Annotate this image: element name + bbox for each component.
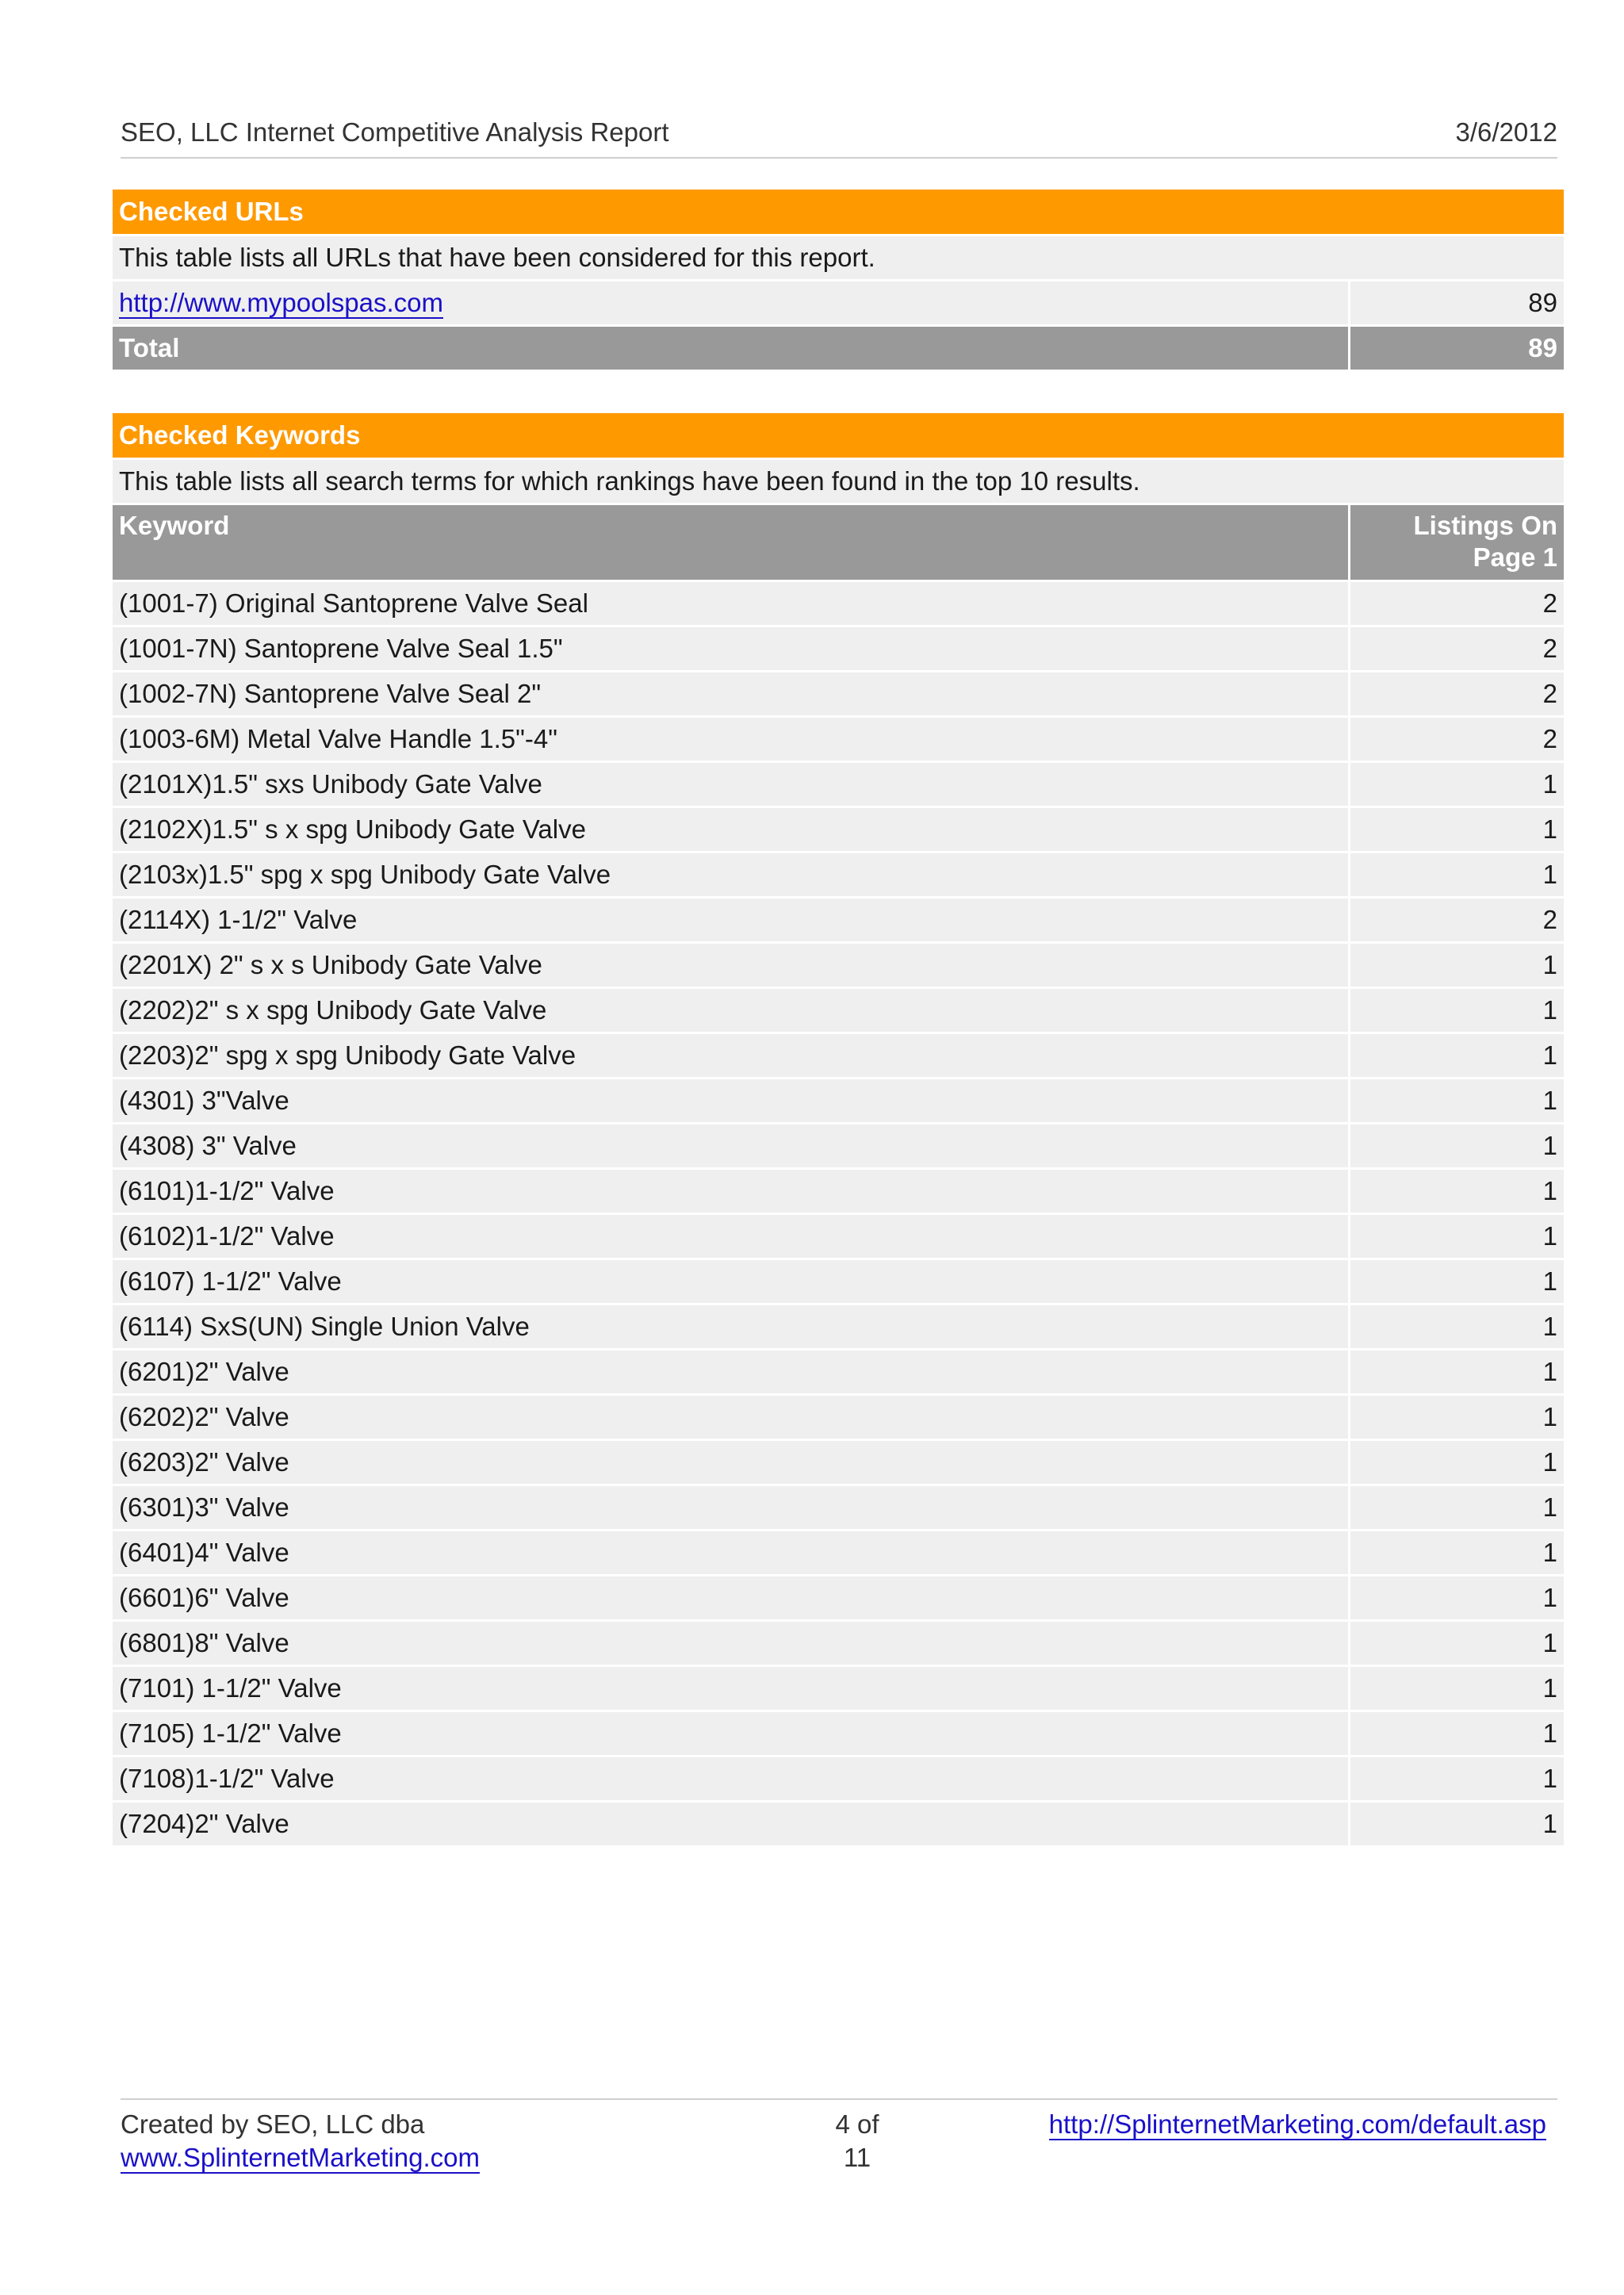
checked-keywords-description-row [113,460,1564,503]
keyword-row [113,808,1564,851]
listings-cell: 1 [1348,1441,1564,1484]
url-link[interactable]: http://www.mypoolspas.com [119,288,443,317]
keyword-cell: (2102X)1.5" s x spg Unibody Gate Valve [113,808,1348,851]
column-header-listings-line1: Listings On [1413,511,1558,540]
listings-cell: 1 [1348,1667,1564,1710]
keyword-cell: (6201)2" Valve [113,1351,1348,1393]
listings-cell: 1 [1348,1531,1564,1574]
keyword-cell: (1001-7) Original Santoprene Valve Seal [113,582,1348,625]
column-header-listings [1348,505,1564,580]
keyword-row [113,944,1564,987]
keyword-cell: (6203)2" Valve [113,1441,1348,1484]
checked-urls-table [113,187,1564,372]
keywords-column-header-row [113,505,1564,580]
listings-cell: 1 [1348,1215,1564,1258]
keyword-row [113,1757,1564,1800]
listings-cell: 1 [1348,1622,1564,1665]
keyword-row [113,1305,1564,1348]
keyword-row [113,1577,1564,1619]
url-row [113,282,1564,324]
page-number-line2: 11 [843,2143,871,2172]
keyword-cell: (7101) 1-1/2" Valve [113,1667,1348,1710]
report-date: 3/6/2012 [1455,117,1557,147]
listings-cell: 1 [1348,1803,1564,1845]
keyword-cell: (1002-7N) Santoprene Valve Seal 2" [113,672,1348,715]
listings-cell: 1 [1348,808,1564,851]
listings-cell: 1 [1348,763,1564,806]
keyword-cell: (1001-7N) Santoprene Valve Seal 1.5" [113,627,1348,670]
page-footer [121,2098,1557,2172]
footer-left [121,2108,480,2174]
keyword-row [113,1531,1564,1574]
listings-cell: 1 [1348,1260,1564,1303]
keyword-row [113,1803,1564,1845]
keyword-row [113,1486,1564,1529]
checked-urls-heading-row [113,190,1564,234]
listings-cell: 1 [1348,944,1564,987]
report-title: SEO, LLC Internet Competitive Analysis Report [121,117,669,147]
column-header-keyword: Keyword [113,505,1348,580]
page-number-line1: 4 of [835,2109,879,2139]
listings-cell: 2 [1348,898,1564,941]
listings-cell: 1 [1348,1305,1564,1348]
keyword-cell: (7105) 1-1/2" Valve [113,1712,1348,1755]
keyword-row [113,1351,1564,1393]
keyword-cell: (6301)3" Valve [113,1486,1348,1529]
keyword-cell: (6202)2" Valve [113,1396,1348,1439]
keyword-cell: (1003-6M) Metal Valve Handle 1.5"-4" [113,718,1348,761]
listings-cell: 2 [1348,582,1564,625]
keyword-cell: (2202)2" s x spg Unibody Gate Valve [113,989,1348,1032]
checked-keywords-table [113,411,1564,1848]
footer-site-link[interactable]: www.SplinternetMarketing.com [121,2143,481,2172]
keyword-cell: (4301) 3"Valve [113,1079,1348,1122]
checked-urls-description: This table lists all URLs that have been considered for this report. [113,236,1564,279]
page-number [806,2108,909,2174]
listings-cell: 2 [1348,672,1564,715]
keyword-cell: (4308) 3" Valve [113,1125,1348,1167]
keyword-cell: (2114X) 1-1/2" Valve [113,898,1348,941]
total-row [113,327,1564,370]
keyword-cell: (6801)8" Valve [113,1622,1348,1665]
footer-right [1049,2108,1546,2141]
keyword-cell: (7108)1-1/2" Valve [113,1757,1348,1800]
keyword-row [113,989,1564,1032]
listings-cell: 1 [1348,1079,1564,1122]
footer-created-by: Created by SEO, LLC dba [121,2109,425,2139]
keyword-cell: (6102)1-1/2" Valve [113,1215,1348,1258]
page-header [121,117,1557,159]
keyword-cell: (2103x)1.5" spg x spg Unibody Gate Valve [113,853,1348,896]
total-label: Total [113,327,1348,370]
keyword-row [113,1260,1564,1303]
keyword-row [113,627,1564,670]
listings-cell: 1 [1348,1170,1564,1213]
keyword-cell: (6401)4" Valve [113,1531,1348,1574]
total-value: 89 [1348,327,1564,370]
keyword-row [113,672,1564,715]
keyword-cell: (6601)6" Valve [113,1577,1348,1619]
listings-cell: 1 [1348,853,1564,896]
keyword-row [113,718,1564,761]
keyword-cell: (2101X)1.5" sxs Unibody Gate Valve [113,763,1348,806]
url-cell [113,282,1348,324]
footer-default-link[interactable]: http://SplinternetMarketing.com/default.asp [1048,2109,1546,2139]
listings-cell: 1 [1348,1351,1564,1393]
keyword-row [113,582,1564,625]
keyword-row [113,1079,1564,1122]
listings-cell: 1 [1348,989,1564,1032]
keyword-row [113,1170,1564,1213]
keyword-row [113,1215,1564,1258]
checked-keywords-description: This table lists all search terms for which rankings have been found in the top 10 results. [113,460,1564,503]
listings-cell: 1 [1348,1577,1564,1619]
checked-urls-heading: Checked URLs [113,190,1564,234]
listings-cell: 1 [1348,1486,1564,1529]
checked-keywords-heading: Checked Keywords [113,413,1564,458]
listings-cell: 2 [1348,718,1564,761]
keyword-cell: (6114) SxS(UN) Single Union Valve [113,1305,1348,1348]
listings-cell: 1 [1348,1034,1564,1077]
keyword-row [113,898,1564,941]
listings-cell: 1 [1348,1396,1564,1439]
keyword-cell: (2203)2" spg x spg Unibody Gate Valve [113,1034,1348,1077]
keyword-cell: (6107) 1-1/2" Valve [113,1260,1348,1303]
listings-cell: 1 [1348,1712,1564,1755]
keyword-row [113,1622,1564,1665]
keyword-cell: (6101)1-1/2" Valve [113,1170,1348,1213]
checked-keywords-heading-row [113,413,1564,458]
listings-cell: 1 [1348,1757,1564,1800]
keyword-row [113,1441,1564,1484]
keyword-row [113,853,1564,896]
keyword-row [113,763,1564,806]
url-count: 89 [1348,282,1564,324]
keyword-row [113,1712,1564,1755]
keyword-cell: (7204)2" Valve [113,1803,1348,1845]
keyword-row [113,1034,1564,1077]
column-header-listings-line2: Page 1 [1473,542,1558,572]
listings-cell: 1 [1348,1125,1564,1167]
keyword-row [113,1125,1564,1167]
keyword-cell: (2201X) 2" s x s Unibody Gate Valve [113,944,1348,987]
keyword-row [113,1396,1564,1439]
keyword-row [113,1667,1564,1710]
listings-cell: 2 [1348,627,1564,670]
checked-urls-description-row [113,236,1564,279]
